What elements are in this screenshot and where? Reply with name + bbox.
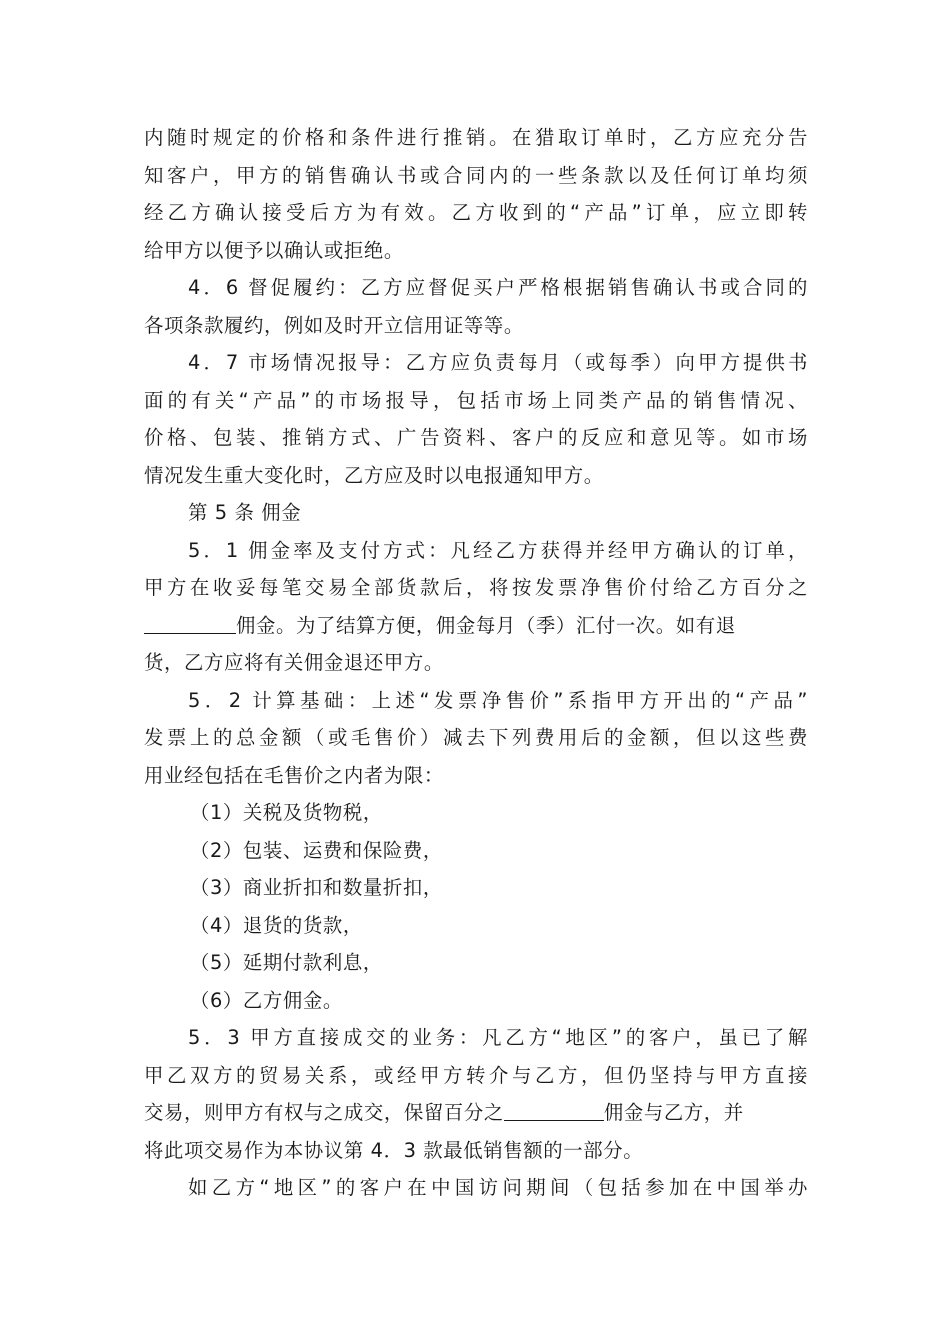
text-line: 给甲方以便予以确认或拒绝。	[144, 238, 404, 262]
text-line	[144, 1094, 808, 1132]
text-line: 货，乙方应将有关佣金退还甲方。	[144, 651, 444, 674]
text-line: 甲方在收妥每笔交易全部货款后，将按发票净售价付给乙方百分之	[144, 576, 808, 599]
text-line: 用业经包括在毛售价之内者为限：	[144, 763, 444, 787]
text-line: 内随时规定的价格和条件进行推销。在猎取订单时，乙方应充分告	[144, 126, 808, 149]
list-item: （5）延期付款利息，	[190, 951, 383, 974]
clause-4-7: 4．7 市场情况报导：乙方应负责每月（或每季）向甲方提供书	[188, 351, 808, 374]
text-line: 经乙方确认接受后方为有效。乙方收到的“产品”订单，应立即转	[144, 201, 808, 224]
text-line: 价格、包装、推销方式、广告资料、客户的反应和意见等。如市场	[144, 426, 808, 449]
text-segment: 佣金与乙方，并	[603, 1101, 744, 1124]
text-segment: 交易，则甲方有权与之成交，保留百分之	[144, 1101, 504, 1124]
text-line: 各项条款履约，例如及时开立信用证等等。	[144, 313, 524, 337]
fill-in-blank	[144, 611, 236, 634]
document-page	[144, 119, 808, 1207]
text-line: 将此项交易作为本协议第 4．3 款最低销售额的一部分。	[144, 1138, 644, 1162]
text-line	[144, 607, 808, 645]
text-line: 面的有关“产品”的市场报导，包括市场上同类产品的销售情况、	[144, 388, 808, 412]
text-line: 如乙方“地区”的客户在中国访问期间（包括参加在中国举办	[188, 1176, 808, 1199]
text-segment: 佣金。为了结算方便，佣金每月（季）汇付一次。如有退	[236, 613, 736, 637]
list-item: （6）乙方佣金。	[190, 988, 343, 1012]
text-line: 发票上的总金额（或毛售价）减去下列费用后的金额，但以这些费	[144, 726, 808, 749]
list-item: （3）商业折扣和数量折扣，	[190, 876, 443, 899]
fill-in-blank	[504, 1098, 604, 1121]
list-item: （2）包装、运费和保险费，	[190, 838, 443, 862]
clause-5-1: 5．1 佣金率及支付方式：凡经乙方获得并经甲方确认的订单，	[188, 538, 808, 562]
clause-4-6: 4．6 督促履约：乙方应督促买户严格根据销售确认书或合同的	[188, 276, 808, 299]
list-item: （4）退货的货款，	[190, 913, 363, 937]
list-item: （1）关税及货物税，	[190, 801, 383, 824]
article-5-heading: 第 5 条 佣金	[188, 501, 302, 524]
text-line: 情况发生重大变化时，乙方应及时以电报通知甲方。	[144, 463, 604, 487]
text-line: 知客户，甲方的销售确认书或合同内的一些条款以及任何订单均须	[144, 163, 808, 187]
text-line: 甲乙双方的贸易关系，或经甲方转介与乙方，但仍坚持与甲方直接	[144, 1063, 808, 1087]
clause-5-2: 5．2 计算基础：上述“发票净售价”系指甲方开出的“产品”	[188, 688, 808, 712]
clause-5-3: 5．3 甲方直接成交的业务：凡乙方“地区”的客户，虽已了解	[188, 1026, 808, 1049]
